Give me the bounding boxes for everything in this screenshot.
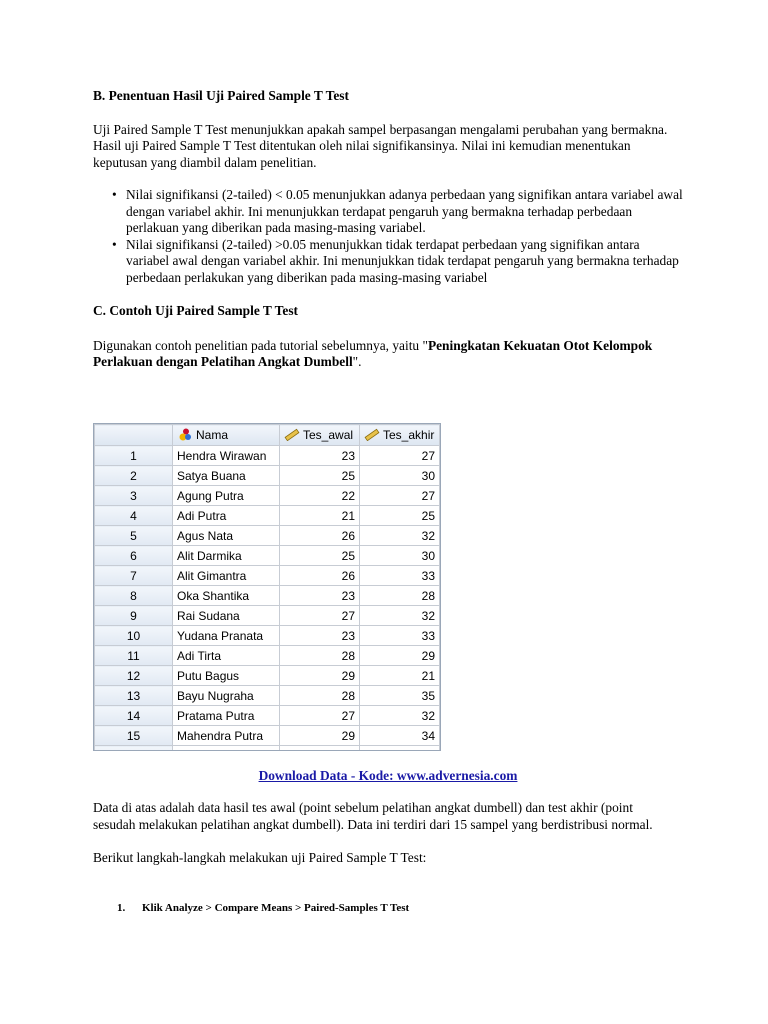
cell-tes-akhir[interactable]: 28 — [360, 586, 440, 606]
table-row[interactable] — [95, 666, 440, 686]
cell-tes-akhir[interactable]: 27 — [360, 486, 440, 506]
section-b-paragraph: Uji Paired Sample T Test menunjukkan apakah sampel berpasangan mengalami perubahan yang bermakna. Hasil uji Paired Sample T Test ditentukan oleh nilai signifikansinya. Nilai ini kemudian menentukan keputusan yang diambil dalam penelitian. — [93, 121, 668, 170]
row-number[interactable]: 1 — [95, 446, 173, 466]
table-row[interactable] — [95, 506, 440, 526]
cell-tes-awal[interactable]: 22 — [280, 486, 360, 506]
cell-tes-akhir[interactable]: 33 — [360, 566, 440, 586]
cell-nama[interactable]: Rai Sudana — [173, 606, 280, 626]
row-number[interactable]: 5 — [95, 526, 173, 546]
empty-cell[interactable] — [360, 746, 440, 752]
table-row[interactable] — [95, 706, 440, 726]
table-row[interactable] — [95, 486, 440, 506]
cell-tes-akhir[interactable]: 32 — [360, 606, 440, 626]
cell-tes-awal[interactable]: 23 — [280, 626, 360, 646]
section-c-intro: Digunakan contoh penelitian pada tutorial sebelumnya, yaitu "Peningkatan Kekuatan Otot Kelompok Perlakuan dengan Pelatihan Angkat Dumbell". — [93, 337, 653, 369]
column-header-nama[interactable]: Nama — [173, 425, 280, 446]
cell-tes-akhir[interactable]: 29 — [360, 646, 440, 666]
row-number[interactable]: 3 — [95, 486, 173, 506]
empty-cell[interactable] — [173, 746, 280, 752]
row-number[interactable]: 9 — [95, 606, 173, 626]
cell-nama[interactable]: Pratama Putra — [173, 706, 280, 726]
cell-tes-akhir[interactable]: 30 — [360, 466, 440, 486]
empty-cell[interactable] — [95, 746, 173, 752]
column-header-tes-awal[interactable]: Tes_awal — [280, 425, 360, 446]
cell-tes-akhir[interactable]: 30 — [360, 546, 440, 566]
cell-tes-akhir[interactable]: 32 — [360, 526, 440, 546]
table-row[interactable] — [95, 566, 440, 586]
cell-tes-awal[interactable]: 25 — [280, 466, 360, 486]
download-link-line — [93, 768, 683, 784]
list-item: • Nilai signifikansi (2-tailed) < 0.05 menunjukkan adanya perbedaan yang signifikan antara variabel awal dengan variabel akhir. Ini menunjukkan terdapat pengaruh yang bermakna terhadap perbedaan perlakuan yang diberikan pada masing-masing variabel. — [112, 187, 683, 235]
cell-nama[interactable]: Putu Bagus — [173, 666, 280, 686]
cell-tes-awal[interactable]: 23 — [280, 446, 360, 466]
cell-tes-awal[interactable]: 27 — [280, 606, 360, 626]
cell-tes-awal[interactable]: 26 — [280, 566, 360, 586]
cell-tes-awal[interactable]: 29 — [280, 726, 360, 746]
person-nominal-icon — [177, 428, 193, 441]
table-row[interactable] — [95, 466, 440, 486]
ruler-scale-icon — [284, 428, 300, 441]
table-header-row — [95, 425, 440, 446]
row-number[interactable]: 11 — [95, 646, 173, 666]
cell-tes-awal[interactable]: 21 — [280, 506, 360, 526]
table-row[interactable] — [95, 586, 440, 606]
cell-tes-awal[interactable]: 26 — [280, 526, 360, 546]
cell-tes-awal[interactable]: 23 — [280, 586, 360, 606]
cell-tes-awal[interactable]: 27 — [280, 706, 360, 726]
table-row[interactable] — [95, 526, 440, 546]
row-number[interactable]: 10 — [95, 626, 173, 646]
row-number[interactable]: 6 — [95, 546, 173, 566]
table-body — [95, 446, 440, 752]
table-row[interactable] — [95, 646, 440, 666]
steps-list — [117, 902, 409, 914]
cell-tes-awal[interactable]: 25 — [280, 546, 360, 566]
cell-nama[interactable]: Alit Darmika — [173, 546, 280, 566]
row-number[interactable]: 13 — [95, 686, 173, 706]
section-b-heading: B. Penentuan Hasil Uji Paired Sample T Test — [93, 88, 349, 103]
cell-nama[interactable]: Hendra Wirawan — [173, 446, 280, 466]
steps-intro: Berikut langkah-langkah melakukan uji Paired Sample T Test: — [93, 850, 427, 865]
cell-nama[interactable]: Oka Shantika — [173, 586, 280, 606]
cell-tes-akhir[interactable]: 33 — [360, 626, 440, 646]
download-data-link[interactable]: Download Data - Kode: www.advernesia.com — [258, 768, 518, 783]
cell-tes-akhir[interactable]: 34 — [360, 726, 440, 746]
row-number[interactable]: 8 — [95, 586, 173, 606]
cell-tes-akhir[interactable]: 25 — [360, 506, 440, 526]
significance-list — [93, 187, 683, 286]
document-body — [93, 88, 683, 371]
list-item: • Nilai signifikansi (2-tailed) >0.05 menunjukkan tidak terdapat perbedaan yang signifikan antara variabel awal dengan variabel akhir. Ini menunjukkan tidak terdapat pengaruh yang bermakna terhadap perbedaan perlakukan yang diberikan pada masing-masing variabel — [112, 236, 679, 285]
section-c-heading: C. Contoh Uji Paired Sample T Test — [93, 303, 298, 318]
ruler-scale-icon — [364, 428, 380, 441]
cell-nama[interactable]: Mahendra Putra — [173, 726, 280, 746]
table-row[interactable] — [95, 546, 440, 566]
step-text: Klik Analyze > Compare Means > Paired-Samples T Test — [142, 902, 410, 914]
cell-tes-akhir[interactable]: 35 — [360, 686, 440, 706]
table-row[interactable] — [95, 686, 440, 706]
cell-tes-awal[interactable]: 28 — [280, 646, 360, 666]
data-paragraph: Data di atas adalah data hasil tes awal (point sebelum pelatihan angkat dumbell) dan test akhir (point sesudah melakukan pelatihan angkat dumbell). Data ini terdiri dari 15 sampel yang berdistribusi normal. — [93, 800, 653, 832]
cell-nama[interactable]: Satya Buana — [173, 466, 280, 486]
grid-corner — [95, 425, 173, 446]
table-row[interactable] — [95, 626, 440, 646]
cell-nama[interactable]: Agung Putra — [173, 486, 280, 506]
cell-tes-akhir[interactable]: 32 — [360, 706, 440, 726]
cell-nama[interactable]: Adi Putra — [173, 506, 280, 526]
column-header-tes-akhir[interactable]: Tes_akhir — [360, 425, 440, 446]
empty-cell[interactable] — [280, 746, 360, 752]
table-row[interactable] — [95, 726, 440, 746]
row-number[interactable]: 4 — [95, 506, 173, 526]
data-table — [94, 424, 440, 751]
table-row-empty[interactable] — [95, 746, 440, 752]
row-number[interactable]: 14 — [95, 706, 173, 726]
row-number[interactable]: 12 — [95, 666, 173, 686]
table-row[interactable] — [95, 606, 440, 626]
row-number[interactable]: 15 — [95, 726, 173, 746]
data-description — [93, 800, 671, 867]
step-number: 1. — [117, 902, 126, 914]
cell-nama[interactable]: Bayu Nugraha — [173, 686, 280, 706]
row-number[interactable]: 7 — [95, 566, 173, 586]
cell-nama[interactable]: Alit Gimantra — [173, 566, 280, 586]
spss-data-grid[interactable] — [93, 423, 441, 751]
cell-nama[interactable]: Yudana Pranata — [173, 626, 280, 646]
row-number[interactable]: 2 — [95, 466, 173, 486]
cell-tes-akhir[interactable]: 27 — [360, 446, 440, 466]
cell-nama[interactable]: Adi Tirta — [173, 646, 280, 666]
table-row[interactable] — [95, 446, 440, 466]
cell-nama[interactable]: Agus Nata — [173, 526, 280, 546]
cell-tes-awal[interactable]: 28 — [280, 686, 360, 706]
cell-tes-akhir[interactable]: 21 — [360, 666, 440, 686]
cell-tes-awal[interactable]: 29 — [280, 666, 360, 686]
